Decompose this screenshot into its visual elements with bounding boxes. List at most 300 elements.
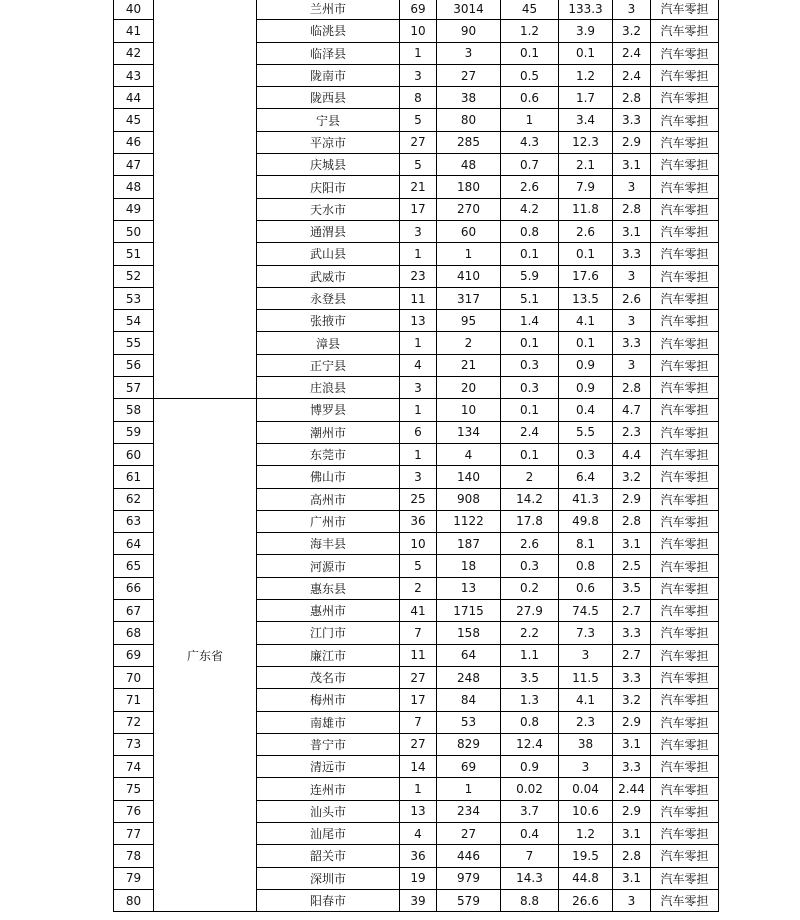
value-a-cell: 13 bbox=[400, 800, 437, 822]
value-d-cell: 0.1 bbox=[559, 42, 613, 64]
value-d-cell: 0.8 bbox=[559, 555, 613, 577]
row-number-cell: 64 bbox=[114, 533, 154, 555]
value-e-cell: 3.5 bbox=[613, 577, 651, 599]
city-cell: 韶关市 bbox=[257, 845, 400, 867]
value-b-cell: 1 bbox=[437, 243, 501, 265]
value-d-cell: 1.7 bbox=[559, 87, 613, 109]
value-b-cell: 187 bbox=[437, 533, 501, 555]
value-c-cell: 5.9 bbox=[501, 265, 559, 287]
row-number-cell: 44 bbox=[114, 87, 154, 109]
value-a-cell: 7 bbox=[400, 711, 437, 733]
value-d-cell: 3.9 bbox=[559, 20, 613, 42]
value-c-cell: 12.4 bbox=[501, 733, 559, 755]
value-b-cell: 4 bbox=[437, 443, 501, 465]
city-cell: 漳县 bbox=[257, 332, 400, 354]
city-cell: 连州市 bbox=[257, 778, 400, 800]
value-d-cell: 0.1 bbox=[559, 243, 613, 265]
value-a-cell: 1 bbox=[400, 42, 437, 64]
value-c-cell: 14.2 bbox=[501, 488, 559, 510]
value-e-cell: 3.2 bbox=[613, 20, 651, 42]
city-cell: 张掖市 bbox=[257, 310, 400, 332]
city-cell: 惠州市 bbox=[257, 600, 400, 622]
value-d-cell: 133.3 bbox=[559, 0, 613, 20]
value-e-cell: 3.2 bbox=[613, 689, 651, 711]
city-cell: 广州市 bbox=[257, 510, 400, 532]
value-e-cell: 2.9 bbox=[613, 800, 651, 822]
row-number-cell: 46 bbox=[114, 131, 154, 153]
value-a-cell: 14 bbox=[400, 756, 437, 778]
value-e-cell: 2.4 bbox=[613, 64, 651, 86]
city-cell: 临洮县 bbox=[257, 20, 400, 42]
city-cell: 陇西县 bbox=[257, 87, 400, 109]
transport-mode-cell: 汽车零担 bbox=[651, 644, 719, 666]
transport-mode-cell: 汽车零担 bbox=[651, 243, 719, 265]
value-b-cell: 48 bbox=[437, 154, 501, 176]
city-cell: 庆阳市 bbox=[257, 176, 400, 198]
value-a-cell: 17 bbox=[400, 198, 437, 220]
transport-mode-cell: 汽车零担 bbox=[651, 600, 719, 622]
city-cell: 东莞市 bbox=[257, 443, 400, 465]
transport-mode-cell: 汽车零担 bbox=[651, 889, 719, 911]
value-a-cell: 8 bbox=[400, 87, 437, 109]
transport-mode-cell: 汽车零担 bbox=[651, 778, 719, 800]
row-number-cell: 53 bbox=[114, 287, 154, 309]
province-cell: 广东省 bbox=[154, 399, 257, 912]
value-c-cell: 3.5 bbox=[501, 666, 559, 688]
value-d-cell: 8.1 bbox=[559, 533, 613, 555]
row-number-cell: 77 bbox=[114, 822, 154, 844]
city-cell: 庄浪县 bbox=[257, 377, 400, 399]
value-e-cell: 2.44 bbox=[613, 778, 651, 800]
value-e-cell: 3 bbox=[613, 310, 651, 332]
value-b-cell: 180 bbox=[437, 176, 501, 198]
value-d-cell: 17.6 bbox=[559, 265, 613, 287]
transport-mode-cell: 汽车零担 bbox=[651, 466, 719, 488]
value-a-cell: 27 bbox=[400, 733, 437, 755]
value-c-cell: 0.1 bbox=[501, 332, 559, 354]
value-c-cell: 5.1 bbox=[501, 287, 559, 309]
value-b-cell: 27 bbox=[437, 64, 501, 86]
value-e-cell: 3.3 bbox=[613, 109, 651, 131]
row-number-cell: 57 bbox=[114, 377, 154, 399]
value-a-cell: 10 bbox=[400, 533, 437, 555]
value-e-cell: 2.6 bbox=[613, 287, 651, 309]
city-cell: 武山县 bbox=[257, 243, 400, 265]
value-a-cell: 19 bbox=[400, 867, 437, 889]
transport-mode-cell: 汽车零担 bbox=[651, 689, 719, 711]
table-body bbox=[114, 0, 719, 912]
value-c-cell: 0.1 bbox=[501, 243, 559, 265]
value-d-cell: 0.9 bbox=[559, 354, 613, 376]
transport-mode-cell: 汽车零担 bbox=[651, 555, 719, 577]
row-number-cell: 58 bbox=[114, 399, 154, 421]
value-d-cell: 1.2 bbox=[559, 822, 613, 844]
value-b-cell: 2 bbox=[437, 332, 501, 354]
value-d-cell: 41.3 bbox=[559, 488, 613, 510]
value-a-cell: 4 bbox=[400, 354, 437, 376]
value-d-cell: 2.6 bbox=[559, 220, 613, 242]
value-a-cell: 3 bbox=[400, 220, 437, 242]
value-d-cell: 5.5 bbox=[559, 421, 613, 443]
city-cell: 武威市 bbox=[257, 265, 400, 287]
transport-mode-cell: 汽车零担 bbox=[651, 265, 719, 287]
value-e-cell: 2.8 bbox=[613, 198, 651, 220]
value-b-cell: 95 bbox=[437, 310, 501, 332]
row-number-cell: 54 bbox=[114, 310, 154, 332]
value-b-cell: 38 bbox=[437, 87, 501, 109]
value-b-cell: 60 bbox=[437, 220, 501, 242]
transport-mode-cell: 汽车零担 bbox=[651, 131, 719, 153]
row-number-cell: 40 bbox=[114, 0, 154, 20]
transport-mode-cell: 汽车零担 bbox=[651, 377, 719, 399]
value-b-cell: 53 bbox=[437, 711, 501, 733]
transport-mode-cell: 汽车零担 bbox=[651, 154, 719, 176]
city-cell: 清远市 bbox=[257, 756, 400, 778]
value-d-cell: 0.04 bbox=[559, 778, 613, 800]
city-cell: 普宁市 bbox=[257, 733, 400, 755]
row-number-cell: 67 bbox=[114, 600, 154, 622]
city-cell: 高州市 bbox=[257, 488, 400, 510]
value-e-cell: 2.4 bbox=[613, 42, 651, 64]
value-e-cell: 3.3 bbox=[613, 756, 651, 778]
value-d-cell: 26.6 bbox=[559, 889, 613, 911]
value-e-cell: 2.9 bbox=[613, 488, 651, 510]
value-b-cell: 248 bbox=[437, 666, 501, 688]
value-c-cell: 2.6 bbox=[501, 533, 559, 555]
transport-mode-cell: 汽车零担 bbox=[651, 488, 719, 510]
row-number-cell: 75 bbox=[114, 778, 154, 800]
value-c-cell: 4.3 bbox=[501, 131, 559, 153]
value-e-cell: 3 bbox=[613, 176, 651, 198]
value-c-cell: 2.2 bbox=[501, 622, 559, 644]
value-e-cell: 3.3 bbox=[613, 666, 651, 688]
value-e-cell: 3 bbox=[613, 889, 651, 911]
city-cell: 江门市 bbox=[257, 622, 400, 644]
value-b-cell: 69 bbox=[437, 756, 501, 778]
value-a-cell: 13 bbox=[400, 310, 437, 332]
value-c-cell: 4.2 bbox=[501, 198, 559, 220]
city-cell: 佛山市 bbox=[257, 466, 400, 488]
transport-mode-cell: 汽车零担 bbox=[651, 20, 719, 42]
row-number-cell: 41 bbox=[114, 20, 154, 42]
city-cell: 兰州市 bbox=[257, 0, 400, 20]
value-a-cell: 3 bbox=[400, 377, 437, 399]
value-b-cell: 234 bbox=[437, 800, 501, 822]
value-e-cell: 3.1 bbox=[613, 220, 651, 242]
row-number-cell: 56 bbox=[114, 354, 154, 376]
value-c-cell: 0.8 bbox=[501, 711, 559, 733]
value-b-cell: 1 bbox=[437, 778, 501, 800]
value-a-cell: 36 bbox=[400, 510, 437, 532]
transport-mode-cell: 汽车零担 bbox=[651, 0, 719, 20]
value-a-cell: 41 bbox=[400, 600, 437, 622]
value-c-cell: 27.9 bbox=[501, 600, 559, 622]
value-b-cell: 410 bbox=[437, 265, 501, 287]
value-a-cell: 1 bbox=[400, 332, 437, 354]
city-cell: 海丰县 bbox=[257, 533, 400, 555]
value-a-cell: 27 bbox=[400, 666, 437, 688]
row-number-cell: 65 bbox=[114, 555, 154, 577]
row-number-cell: 49 bbox=[114, 198, 154, 220]
value-e-cell: 2.8 bbox=[613, 377, 651, 399]
transport-mode-cell: 汽车零担 bbox=[651, 666, 719, 688]
value-b-cell: 21 bbox=[437, 354, 501, 376]
value-e-cell: 3.3 bbox=[613, 332, 651, 354]
transport-mode-cell: 汽车零担 bbox=[651, 800, 719, 822]
value-e-cell: 2.7 bbox=[613, 644, 651, 666]
value-d-cell: 4.1 bbox=[559, 310, 613, 332]
value-b-cell: 3014 bbox=[437, 0, 501, 20]
value-a-cell: 5 bbox=[400, 109, 437, 131]
value-a-cell: 1 bbox=[400, 243, 437, 265]
value-e-cell: 2.8 bbox=[613, 845, 651, 867]
city-cell: 汕尾市 bbox=[257, 822, 400, 844]
value-a-cell: 10 bbox=[400, 20, 437, 42]
value-b-cell: 285 bbox=[437, 131, 501, 153]
value-d-cell: 2.1 bbox=[559, 154, 613, 176]
value-b-cell: 64 bbox=[437, 644, 501, 666]
row-number-cell: 74 bbox=[114, 756, 154, 778]
value-b-cell: 20 bbox=[437, 377, 501, 399]
row-number-cell: 63 bbox=[114, 510, 154, 532]
value-c-cell: 0.3 bbox=[501, 354, 559, 376]
value-c-cell: 0.02 bbox=[501, 778, 559, 800]
value-b-cell: 80 bbox=[437, 109, 501, 131]
city-cell: 庆城县 bbox=[257, 154, 400, 176]
transport-mode-cell: 汽车零担 bbox=[651, 867, 719, 889]
transport-mode-cell: 汽车零担 bbox=[651, 310, 719, 332]
value-d-cell: 6.4 bbox=[559, 466, 613, 488]
city-cell: 平凉市 bbox=[257, 131, 400, 153]
value-c-cell: 14.3 bbox=[501, 867, 559, 889]
data-table bbox=[113, 0, 719, 912]
transport-mode-cell: 汽车零担 bbox=[651, 176, 719, 198]
value-e-cell: 2.9 bbox=[613, 711, 651, 733]
value-a-cell: 2 bbox=[400, 577, 437, 599]
value-d-cell: 0.3 bbox=[559, 443, 613, 465]
transport-mode-cell: 汽车零担 bbox=[651, 510, 719, 532]
transport-mode-cell: 汽车零担 bbox=[651, 399, 719, 421]
row-number-cell: 79 bbox=[114, 867, 154, 889]
value-a-cell: 25 bbox=[400, 488, 437, 510]
city-cell: 阳春市 bbox=[257, 889, 400, 911]
transport-mode-cell: 汽车零担 bbox=[651, 42, 719, 64]
value-e-cell: 3.1 bbox=[613, 154, 651, 176]
value-d-cell: 7.3 bbox=[559, 622, 613, 644]
value-b-cell: 10 bbox=[437, 399, 501, 421]
value-b-cell: 317 bbox=[437, 287, 501, 309]
value-e-cell: 2.8 bbox=[613, 510, 651, 532]
value-d-cell: 0.9 bbox=[559, 377, 613, 399]
city-cell: 茂名市 bbox=[257, 666, 400, 688]
row-number-cell: 78 bbox=[114, 845, 154, 867]
value-e-cell: 3 bbox=[613, 0, 651, 20]
value-a-cell: 36 bbox=[400, 845, 437, 867]
value-a-cell: 5 bbox=[400, 555, 437, 577]
value-b-cell: 3 bbox=[437, 42, 501, 64]
city-cell: 南雄市 bbox=[257, 711, 400, 733]
transport-mode-cell: 汽车零担 bbox=[651, 109, 719, 131]
value-a-cell: 1 bbox=[400, 443, 437, 465]
row-number-cell: 52 bbox=[114, 265, 154, 287]
value-c-cell: 0.5 bbox=[501, 64, 559, 86]
value-d-cell: 2.3 bbox=[559, 711, 613, 733]
transport-mode-cell: 汽车零担 bbox=[651, 577, 719, 599]
row-number-cell: 55 bbox=[114, 332, 154, 354]
city-cell: 深圳市 bbox=[257, 867, 400, 889]
value-d-cell: 0.6 bbox=[559, 577, 613, 599]
value-c-cell: 1 bbox=[501, 109, 559, 131]
value-a-cell: 11 bbox=[400, 287, 437, 309]
value-e-cell: 3 bbox=[613, 354, 651, 376]
value-b-cell: 1122 bbox=[437, 510, 501, 532]
value-a-cell: 3 bbox=[400, 64, 437, 86]
value-e-cell: 3.3 bbox=[613, 243, 651, 265]
city-cell: 正宁县 bbox=[257, 354, 400, 376]
value-c-cell: 0.6 bbox=[501, 87, 559, 109]
row-number-cell: 72 bbox=[114, 711, 154, 733]
value-c-cell: 0.8 bbox=[501, 220, 559, 242]
value-c-cell: 0.3 bbox=[501, 555, 559, 577]
value-c-cell: 2 bbox=[501, 466, 559, 488]
value-c-cell: 0.2 bbox=[501, 577, 559, 599]
row-number-cell: 47 bbox=[114, 154, 154, 176]
transport-mode-cell: 汽车零担 bbox=[651, 421, 719, 443]
value-e-cell: 4.7 bbox=[613, 399, 651, 421]
row-number-cell: 50 bbox=[114, 220, 154, 242]
value-c-cell: 0.9 bbox=[501, 756, 559, 778]
value-d-cell: 13.5 bbox=[559, 287, 613, 309]
value-d-cell: 44.8 bbox=[559, 867, 613, 889]
transport-mode-cell: 汽车零担 bbox=[651, 287, 719, 309]
value-a-cell: 1 bbox=[400, 778, 437, 800]
value-e-cell: 2.3 bbox=[613, 421, 651, 443]
row-number-cell: 43 bbox=[114, 64, 154, 86]
city-cell: 通渭县 bbox=[257, 220, 400, 242]
city-cell: 天水市 bbox=[257, 198, 400, 220]
value-e-cell: 3.3 bbox=[613, 622, 651, 644]
row-number-cell: 51 bbox=[114, 243, 154, 265]
value-e-cell: 3.1 bbox=[613, 733, 651, 755]
value-e-cell: 2.9 bbox=[613, 131, 651, 153]
city-cell: 廉江市 bbox=[257, 644, 400, 666]
row-number-cell: 76 bbox=[114, 800, 154, 822]
value-e-cell: 2.7 bbox=[613, 600, 651, 622]
value-a-cell: 27 bbox=[400, 131, 437, 153]
value-b-cell: 90 bbox=[437, 20, 501, 42]
value-c-cell: 0.1 bbox=[501, 42, 559, 64]
value-a-cell: 21 bbox=[400, 176, 437, 198]
row-number-cell: 66 bbox=[114, 577, 154, 599]
value-c-cell: 3.7 bbox=[501, 800, 559, 822]
value-d-cell: 1.2 bbox=[559, 64, 613, 86]
value-e-cell: 3 bbox=[613, 265, 651, 287]
row-number-cell: 61 bbox=[114, 466, 154, 488]
value-a-cell: 5 bbox=[400, 154, 437, 176]
value-d-cell: 0.1 bbox=[559, 332, 613, 354]
value-d-cell: 4.1 bbox=[559, 689, 613, 711]
value-c-cell: 0.4 bbox=[501, 822, 559, 844]
transport-mode-cell: 汽车零担 bbox=[651, 354, 719, 376]
value-e-cell: 2.5 bbox=[613, 555, 651, 577]
city-cell: 梅州市 bbox=[257, 689, 400, 711]
transport-mode-cell: 汽车零担 bbox=[651, 87, 719, 109]
row-number-cell: 42 bbox=[114, 42, 154, 64]
value-b-cell: 579 bbox=[437, 889, 501, 911]
value-c-cell: 7 bbox=[501, 845, 559, 867]
value-c-cell: 2.4 bbox=[501, 421, 559, 443]
value-d-cell: 7.9 bbox=[559, 176, 613, 198]
value-c-cell: 0.3 bbox=[501, 377, 559, 399]
value-c-cell: 0.7 bbox=[501, 154, 559, 176]
value-b-cell: 27 bbox=[437, 822, 501, 844]
value-d-cell: 0.4 bbox=[559, 399, 613, 421]
transport-mode-cell: 汽车零担 bbox=[651, 822, 719, 844]
row-number-cell: 73 bbox=[114, 733, 154, 755]
transport-mode-cell: 汽车零担 bbox=[651, 220, 719, 242]
transport-mode-cell: 汽车零担 bbox=[651, 733, 719, 755]
transport-mode-cell: 汽车零担 bbox=[651, 198, 719, 220]
city-cell: 博罗县 bbox=[257, 399, 400, 421]
value-e-cell: 3.1 bbox=[613, 533, 651, 555]
province-cell bbox=[154, 0, 257, 399]
city-cell: 河源市 bbox=[257, 555, 400, 577]
value-c-cell: 8.8 bbox=[501, 889, 559, 911]
value-d-cell: 3.4 bbox=[559, 109, 613, 131]
transport-mode-cell: 汽车零担 bbox=[651, 622, 719, 644]
city-cell: 宁县 bbox=[257, 109, 400, 131]
transport-mode-cell: 汽车零担 bbox=[651, 64, 719, 86]
value-c-cell: 1.4 bbox=[501, 310, 559, 332]
row-number-cell: 48 bbox=[114, 176, 154, 198]
value-e-cell: 3.1 bbox=[613, 822, 651, 844]
value-b-cell: 140 bbox=[437, 466, 501, 488]
value-d-cell: 3 bbox=[559, 756, 613, 778]
city-cell: 永登县 bbox=[257, 287, 400, 309]
value-b-cell: 446 bbox=[437, 845, 501, 867]
value-b-cell: 979 bbox=[437, 867, 501, 889]
value-a-cell: 3 bbox=[400, 466, 437, 488]
transport-mode-cell: 汽车零担 bbox=[651, 533, 719, 555]
transport-mode-cell: 汽车零担 bbox=[651, 756, 719, 778]
value-d-cell: 3 bbox=[559, 644, 613, 666]
value-c-cell: 1.2 bbox=[501, 20, 559, 42]
transport-mode-cell: 汽车零担 bbox=[651, 443, 719, 465]
city-cell: 惠东县 bbox=[257, 577, 400, 599]
value-d-cell: 49.8 bbox=[559, 510, 613, 532]
city-cell: 临泽县 bbox=[257, 42, 400, 64]
value-c-cell: 17.8 bbox=[501, 510, 559, 532]
value-b-cell: 134 bbox=[437, 421, 501, 443]
value-c-cell: 0.1 bbox=[501, 399, 559, 421]
row-number-cell: 80 bbox=[114, 889, 154, 911]
value-b-cell: 84 bbox=[437, 689, 501, 711]
value-b-cell: 158 bbox=[437, 622, 501, 644]
row-number-cell: 68 bbox=[114, 622, 154, 644]
value-a-cell: 17 bbox=[400, 689, 437, 711]
value-a-cell: 69 bbox=[400, 0, 437, 20]
value-a-cell: 6 bbox=[400, 421, 437, 443]
transport-mode-cell: 汽车零担 bbox=[651, 332, 719, 354]
value-d-cell: 12.3 bbox=[559, 131, 613, 153]
city-cell: 陇南市 bbox=[257, 64, 400, 86]
city-cell: 汕头市 bbox=[257, 800, 400, 822]
value-b-cell: 13 bbox=[437, 577, 501, 599]
value-c-cell: 1.3 bbox=[501, 689, 559, 711]
value-c-cell: 0.1 bbox=[501, 443, 559, 465]
value-d-cell: 11.5 bbox=[559, 666, 613, 688]
value-a-cell: 23 bbox=[400, 265, 437, 287]
